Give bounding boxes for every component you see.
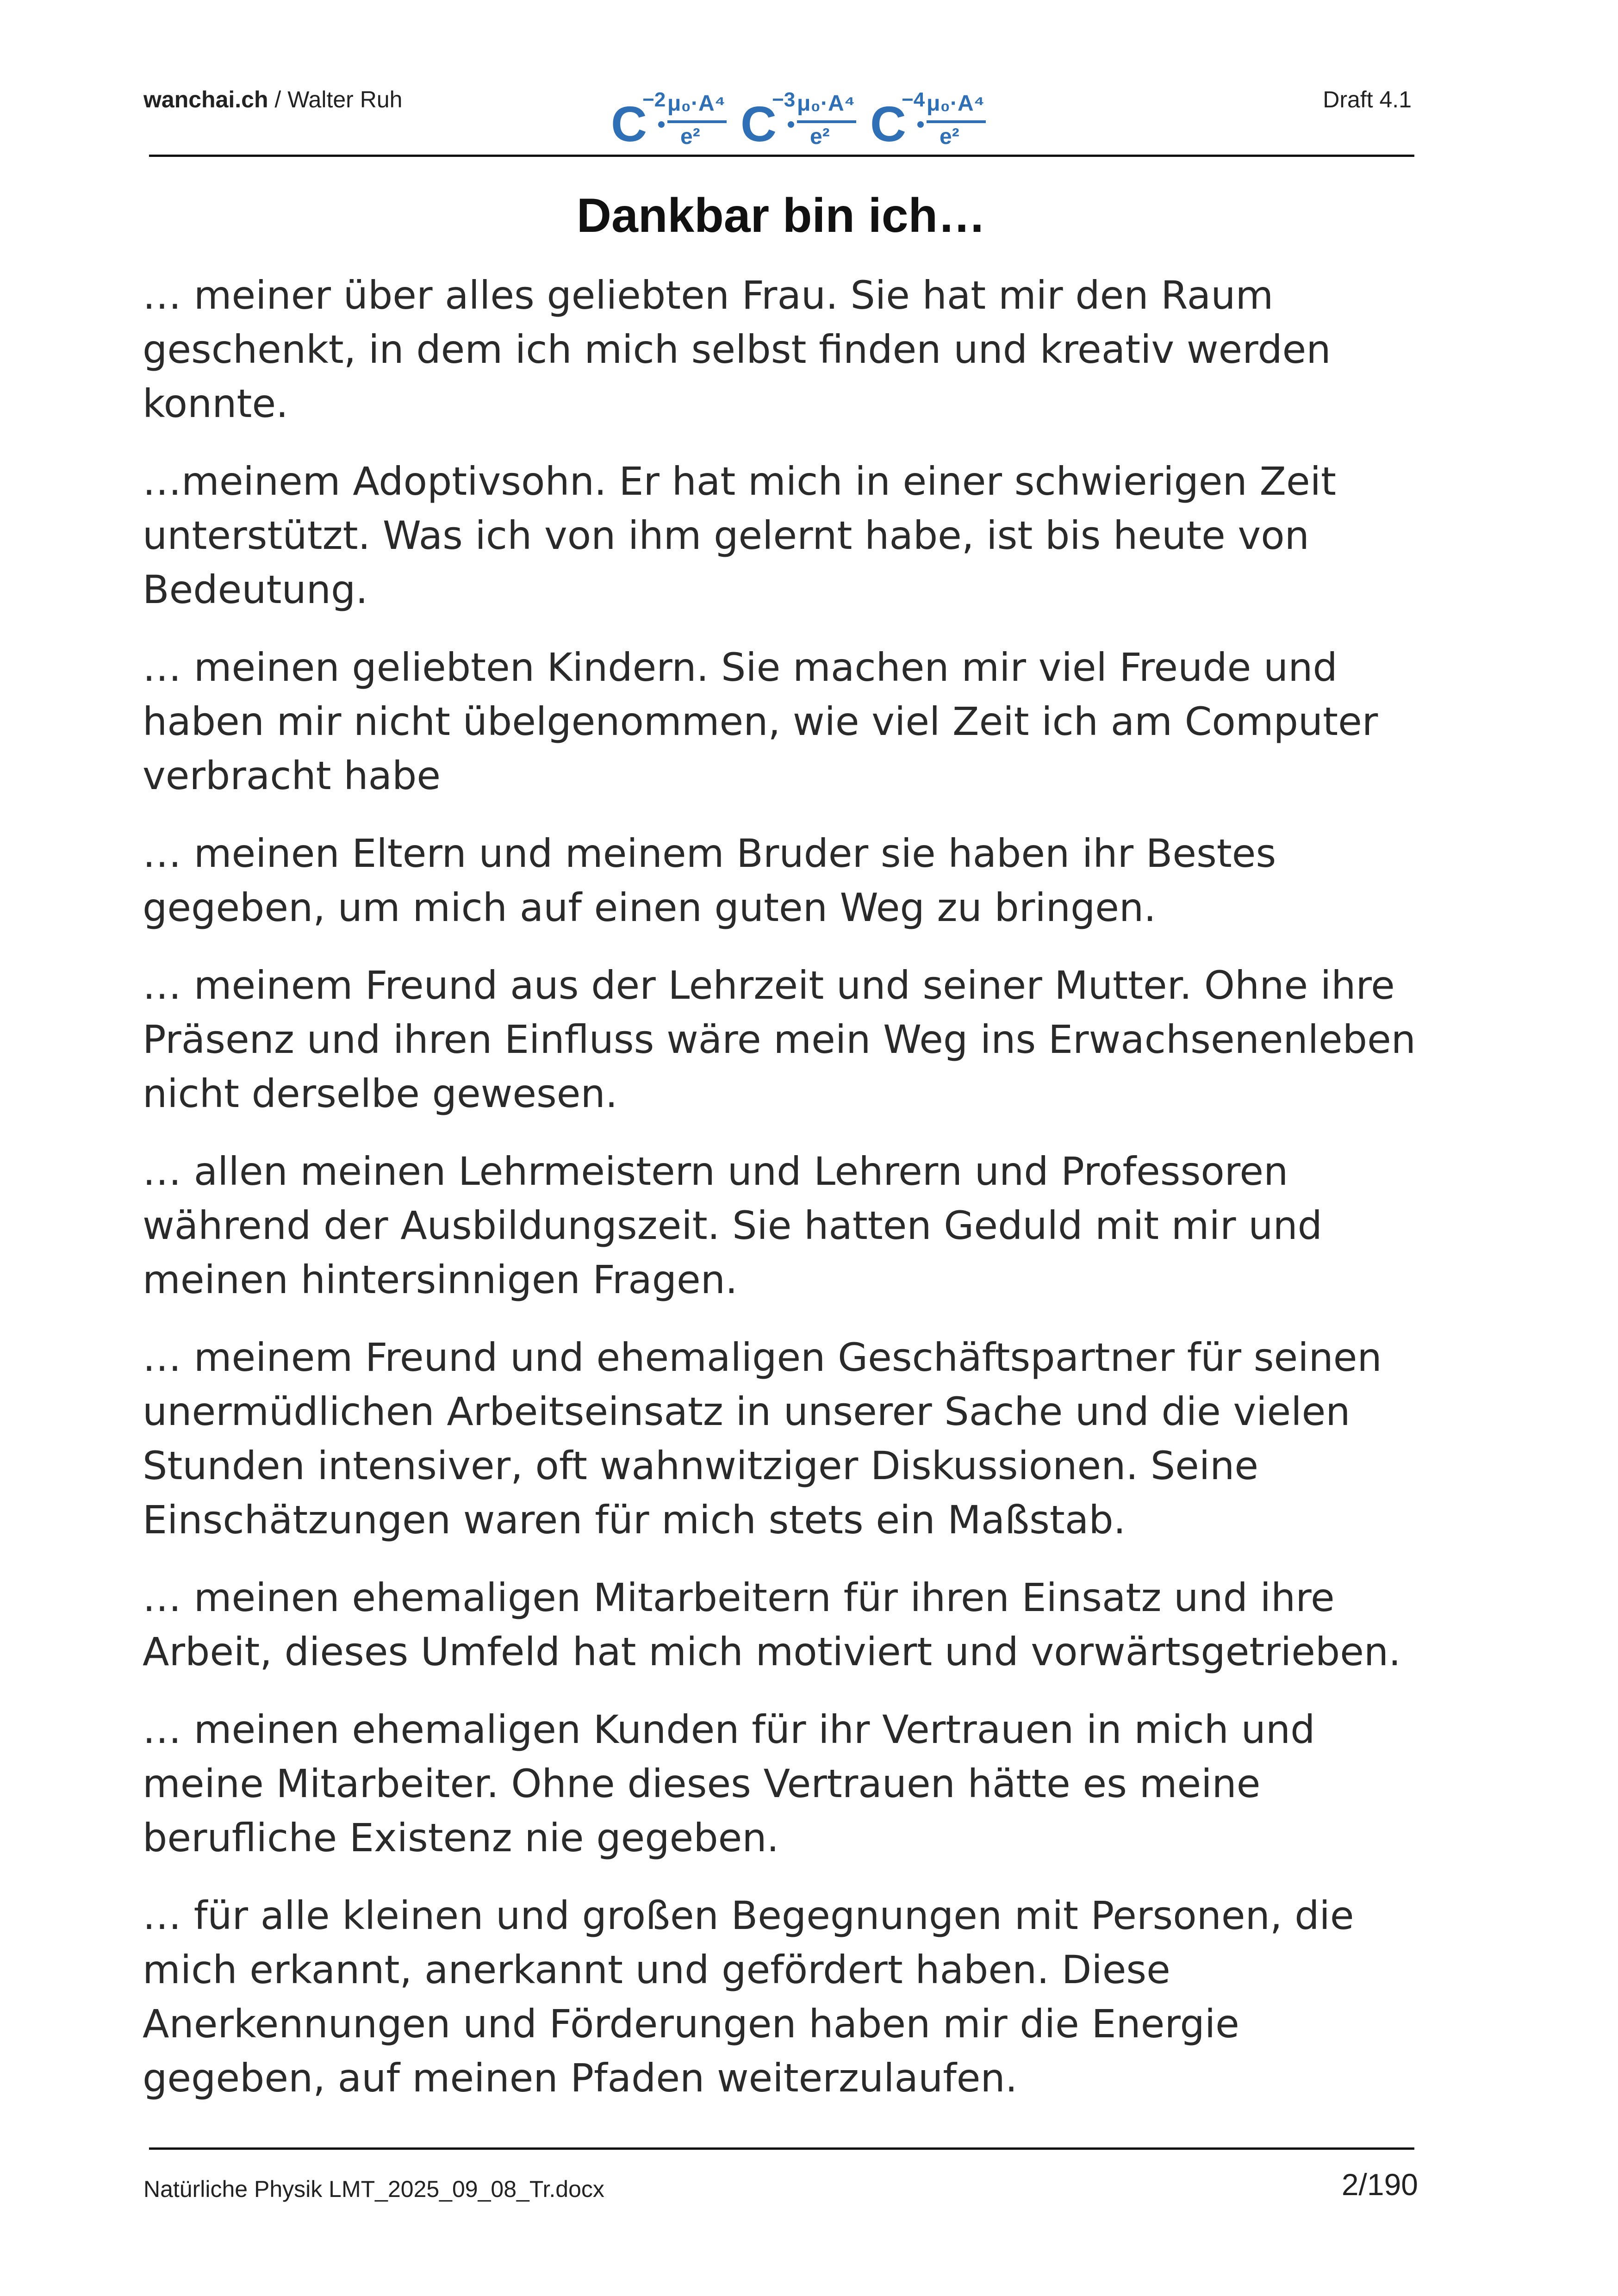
paragraph: … meinem Freund aus der Lehrzeit und seiner Mutter. Ohne ihre Präsenz und ihren Einfluss wäre mein Weg ins Erwachsenenleben nicht derselbe gewesen. <box>143 963 1416 1116</box>
paragraph: … meinen geliebten Kindern. Sie machen mir viel Freude und haben mir nicht übelgenommen, wie viel Zeit ich am Computer verbracht habe <box>143 645 1378 798</box>
formula-denominator: e² <box>680 124 700 149</box>
formula-denominator: e² <box>810 124 830 149</box>
formula-denominator: e² <box>940 124 959 149</box>
formula-exponent: −2 <box>642 88 666 111</box>
fraction-bar <box>797 120 856 123</box>
site-name: wanchai.ch <box>143 87 268 112</box>
formula-dot <box>658 121 665 128</box>
paragraph: … meinem Freund und ehemaligen Geschäftspartner für seinen unermüdlichen Arbeitseinsatz in unserer Sache und die vielen Stunden intensiver, oft wahnwitziger Diskussionen. Seine Einschätzungen waren für mich stets ein Maßstab. <box>143 1335 1382 1543</box>
draft-label: Draft 4.1 <box>1323 87 1412 112</box>
formula-base: C <box>870 96 906 152</box>
footer-filename: Natürliche Physik LMT_2025_09_08_Tr.docx <box>143 2176 604 2202</box>
header-site-author <box>143 83 402 116</box>
acknowledgements-body <box>143 268 1420 2129</box>
author-name: Walter Ruh <box>287 87 403 112</box>
formula-term-2 <box>741 83 861 157</box>
fraction-bar <box>927 120 986 123</box>
page-title: Dankbar bin ich… <box>576 189 986 243</box>
paragraph: … allen meinen Lehrmeistern und Lehrern und Professoren während der Ausbildungszeit. Sie hatten Geduld mit mir und meinen hintersinnigen Fragen. <box>143 1149 1322 1302</box>
header-divider <box>149 155 1414 157</box>
formula-base: C <box>611 96 647 152</box>
formula-logo <box>611 83 990 157</box>
paragraph: … meiner über alles geliebten Frau. Sie hat mir den Raum geschenkt, in dem ich mich selbst finden und kreativ werden konnte. <box>143 273 1331 426</box>
paragraph: … für alle kleinen und großen Begegnungen mit Personen, die mich erkannt, anerkannt und gefördert haben. Diese Anerkennungen und Förderungen haben mir die Energie gegeben, auf meinen Pfaden weiterzulaufen. <box>143 1893 1354 2101</box>
formula-numerator: μ₀·A⁴ <box>927 91 985 116</box>
fraction-bar <box>667 120 727 123</box>
header-separator: / <box>268 87 288 112</box>
formula-exponent: −3 <box>772 88 796 111</box>
formula-numerator: μ₀·A⁴ <box>667 91 726 116</box>
formula-term-1 <box>611 83 731 157</box>
paragraph: …meinem Adoptivsohn. Er hat mich in einer schwierigen Zeit unterstützt. Was ich von ihm gelernt habe, ist bis heute von Bedeutung. <box>143 459 1336 612</box>
paragraph: … meinen ehemaligen Kunden für ihr Vertrauen in mich und meine Mitarbeiter. Ohne dieses Vertrauen hätte es meine berufliche Existenz nie gegeben. <box>143 1707 1315 1860</box>
formula-base: C <box>741 96 777 152</box>
page-number: 2/190 <box>1341 2167 1418 2202</box>
formula-term-3 <box>870 83 990 157</box>
paragraph: … meinen ehemaligen Mitarbeitern für ihren Einsatz und ihre Arbeit, dieses Umfeld hat mich motiviert und vorwärtsgetrieben. <box>143 1575 1401 1674</box>
paragraph: … meinen Eltern und meinem Bruder sie haben ihr Bestes gegeben, um mich auf einen guten Weg zu bringen. <box>143 831 1276 930</box>
page-header <box>0 0 1618 167</box>
footer-divider <box>149 2147 1414 2150</box>
formula-dot <box>917 121 924 128</box>
formula-numerator: μ₀·A⁴ <box>797 91 855 116</box>
formula-exponent: −4 <box>902 88 925 111</box>
formula-dot <box>788 121 794 128</box>
